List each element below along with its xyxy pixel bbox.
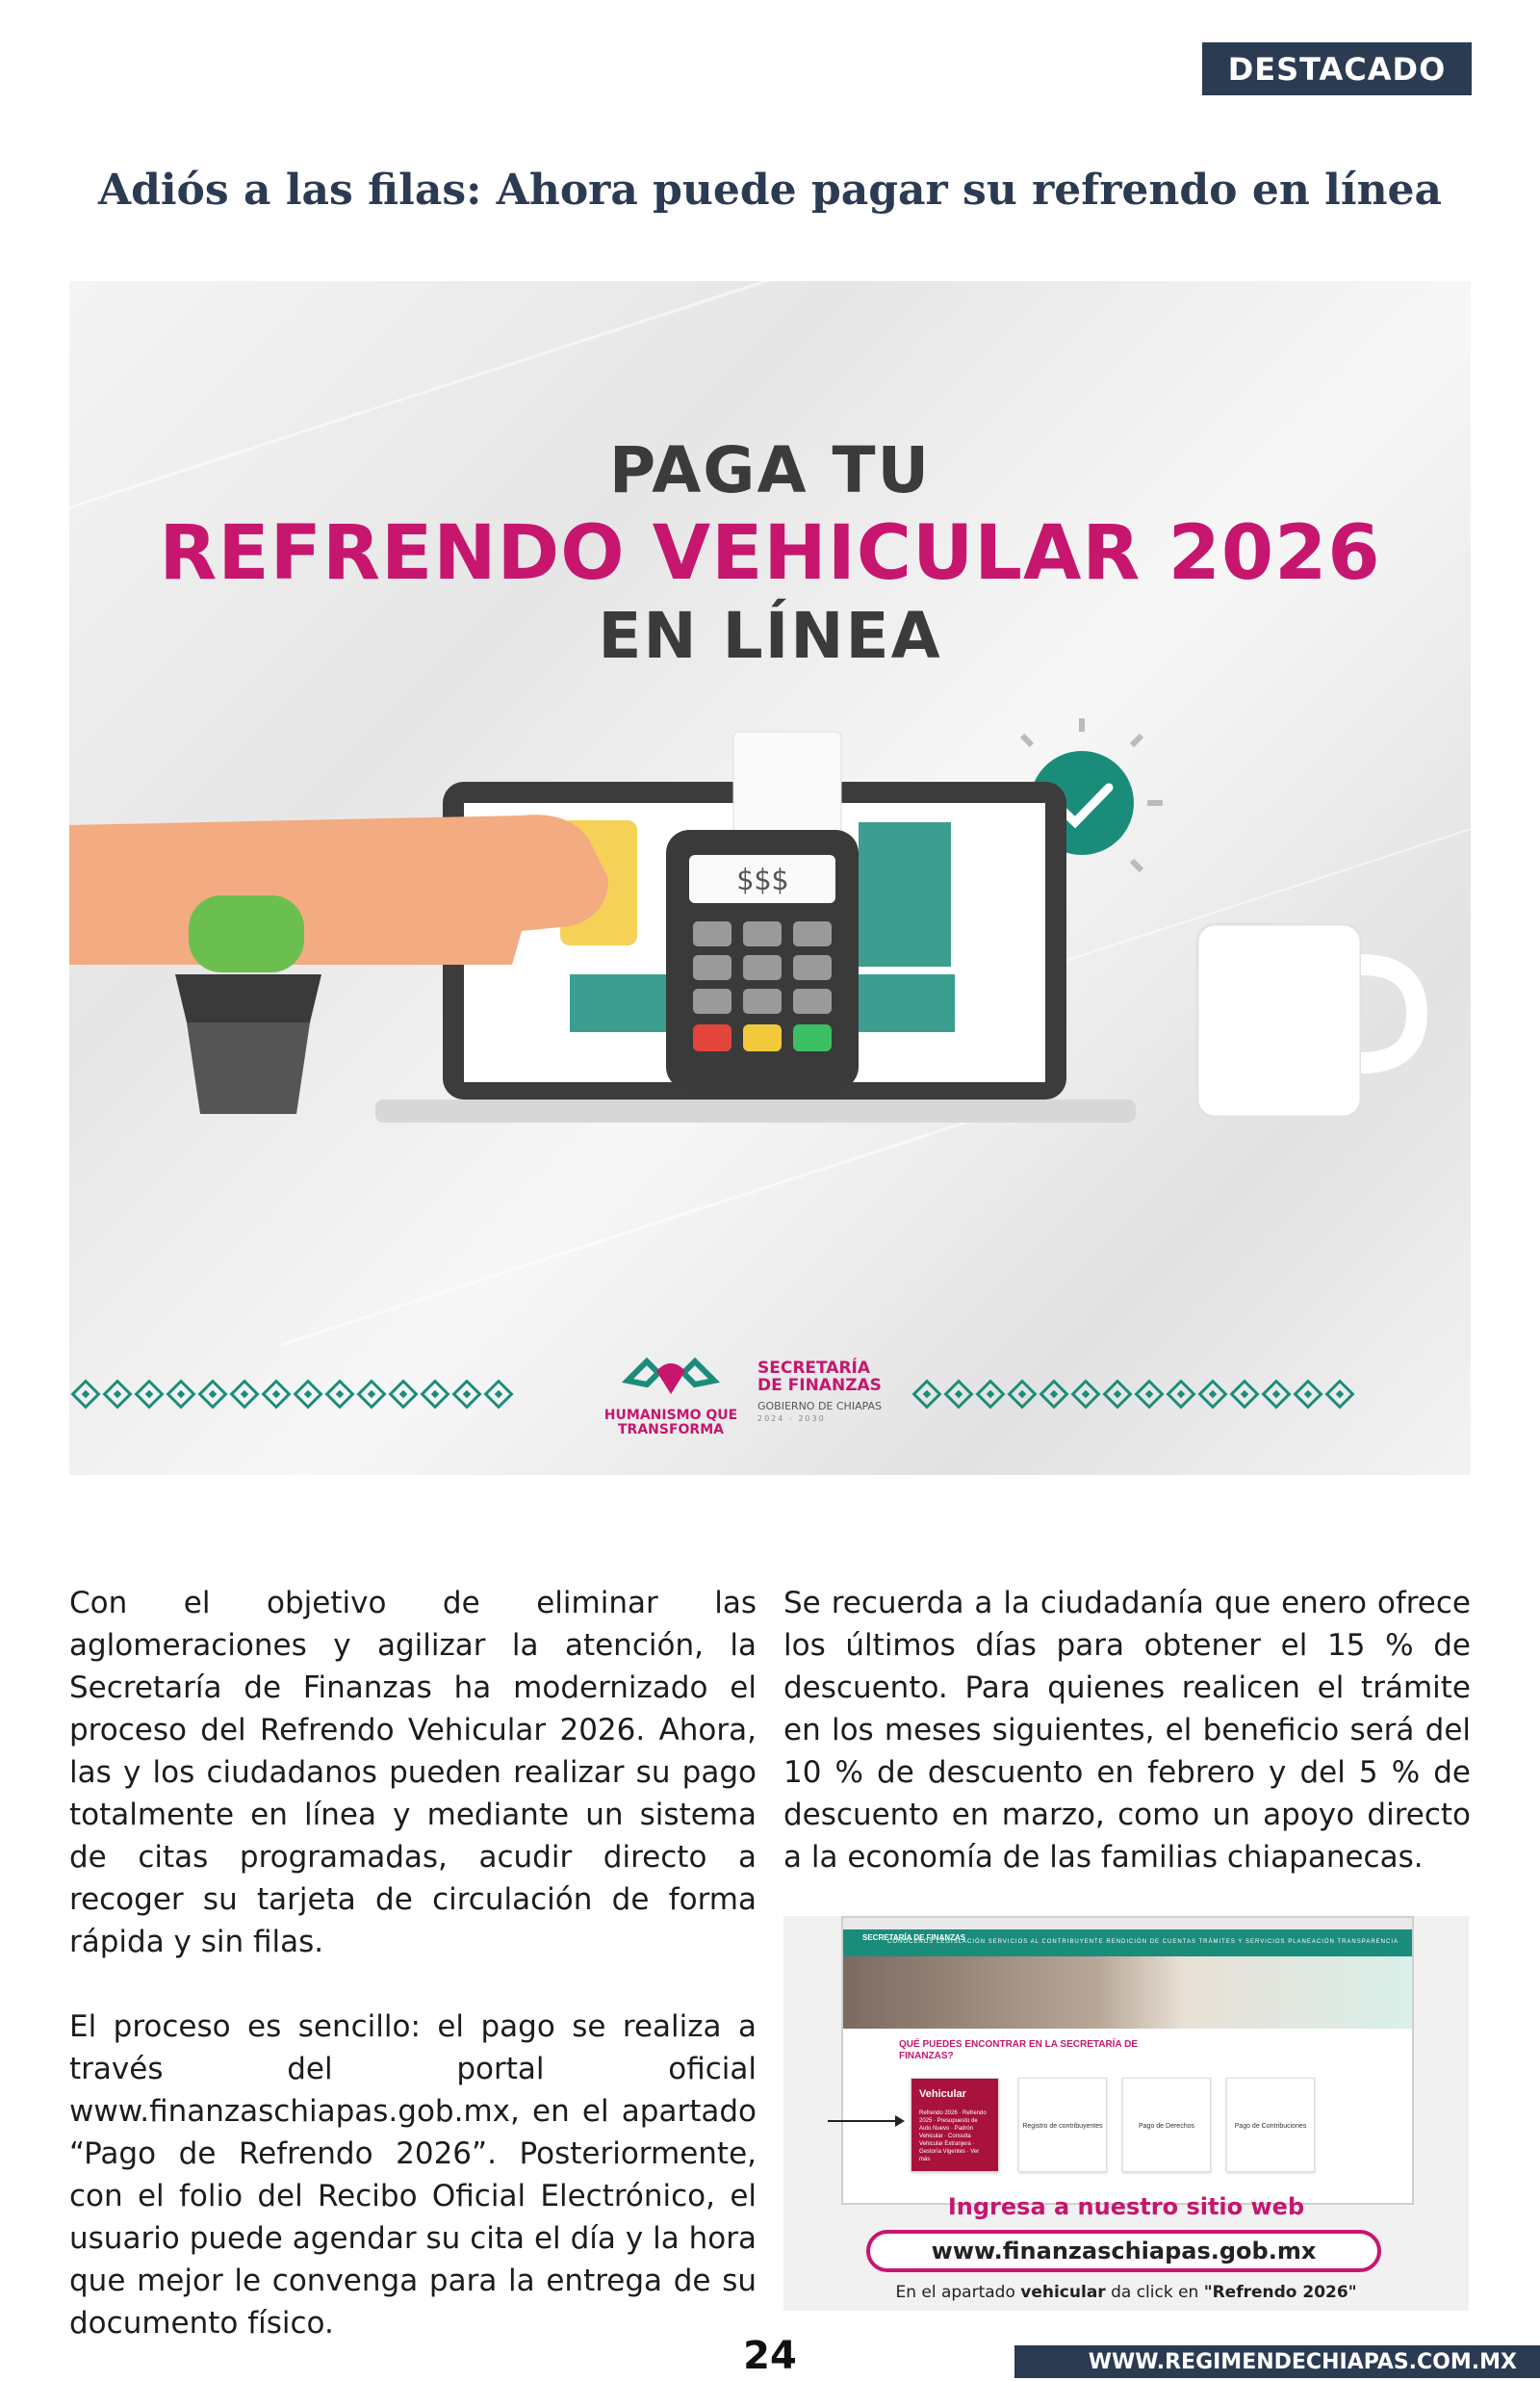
- secretaria-finanzas-logo: SECRETARÍA DE FINANZAS GOBIERNO DE CHIAPAS 2024 - 2030: [757, 1359, 883, 1423]
- website-screenshot: [783, 1916, 1469, 2311]
- site-brand: SECRETARÍA DE FINANZAS: [862, 1933, 966, 1942]
- payment-illustration: [69, 686, 1471, 1263]
- hero-title-line1: PAGA TU: [608, 433, 932, 507]
- humanismo-text: HUMANISMO QUE TRANSFORMA: [603, 1408, 738, 1437]
- humanismo-logo: [603, 1352, 738, 1437]
- article-column-left: [69, 1582, 757, 2344]
- site-question: QUÉ PUEDES ENCONTRAR EN LA SECRETARÍA DE FINANZAS?: [899, 2039, 1138, 2061]
- article-column-right: [783, 1582, 1471, 1878]
- section-label: DESTACADO: [1202, 42, 1472, 95]
- arrow-icon: [828, 2120, 903, 2122]
- hero-title-line2: REFRENDO VEHICULAR 2026: [159, 510, 1381, 597]
- article-headline: Adiós a las filas: Ahora puede pagar su refrendo en línea: [97, 166, 1443, 215]
- cactus-plant: [175, 895, 321, 1114]
- card-vehicular: Vehicular Refrendo 2026 · Refrendo 2025 · Presupuesto de Auto Nuevo · Padrón Vehicular · Consulta Vehicular Extranjera · Gestoría Vigentes · Ver más: [911, 2078, 999, 2172]
- site-banner: [843, 1956, 1412, 2029]
- humanismo-emblem-icon: [618, 1352, 724, 1404]
- coffee-mug: [1197, 924, 1417, 1117]
- hero-title-line3: EN LÍNEA: [598, 599, 942, 673]
- paragraph: El proceso es sencillo: el pago se realiza a través del portal oficial www.finanzaschiapas.gob.mx, en el apartado “Pago de Refrendo 2026”. Posteriormente, con el folio del Recibo Oficial Electrónico, el usuario puede agendar su cita el día y la hora que mejor le convenga para la entrega de su documento físico.: [69, 2009, 757, 2341]
- site-url: www.finanzaschiapas.gob.mx: [866, 2230, 1381, 2272]
- page-number: 24: [743, 2334, 797, 2378]
- cta-text: Ingresa a nuestro sitio web: [947, 2193, 1305, 2220]
- site-menu: CONOCENOS LEGISLACIÓN SERVICIOS AL CONTRIBUYENTE RENDICIÓN DE CUENTAS TRÁMITES Y SERVICIOS PLANEACIÓN TRANSPARENCIA: [887, 1939, 1399, 1945]
- card-derechos: Pago de Derechos: [1122, 2078, 1211, 2172]
- paragraph: Con el objetivo de eliminar las aglomeraciones y agilizar la atención, la Secretaría de Finanzas ha modernizado el proceso del Refrendo Vehicular 2026. Ahora, las y los ciudadanos pueden realizar su pago totalmente en línea y mediante un sistema de citas programadas, acudir directo a recoger su tarjeta de circulación de forma rápida y sin filas.: [69, 1586, 757, 1959]
- instruction-note: En el apartado vehicular da click en "Refrendo 2026": [895, 2283, 1357, 2302]
- card-terminal: [666, 830, 859, 1090]
- hero-image: [69, 281, 1471, 1475]
- card-registro: Registro de contribuyentes: [1018, 2078, 1107, 2172]
- footer-website: WWW.REGIMENDECHIAPAS.COM.MX: [1014, 2345, 1540, 2378]
- decorative-pattern-left: [75, 1375, 509, 1413]
- paragraph: Se recuerda a la ciudadanía que enero ofrece los últimos días para obtener el 15 % de descuento. Para quienes realicen el trámite en los meses siguientes, el beneficio será del 10 % de descuento en febrero y del 5 % de descuento en marzo, como un apoyo directo a la economía de las familias chiapanecas.: [783, 1586, 1471, 1875]
- card-contribuciones: Pago de Contribuciones: [1226, 2078, 1315, 2172]
- svg-text:$$$: $$$: [735, 864, 789, 897]
- decorative-pattern-right: [916, 1375, 1350, 1413]
